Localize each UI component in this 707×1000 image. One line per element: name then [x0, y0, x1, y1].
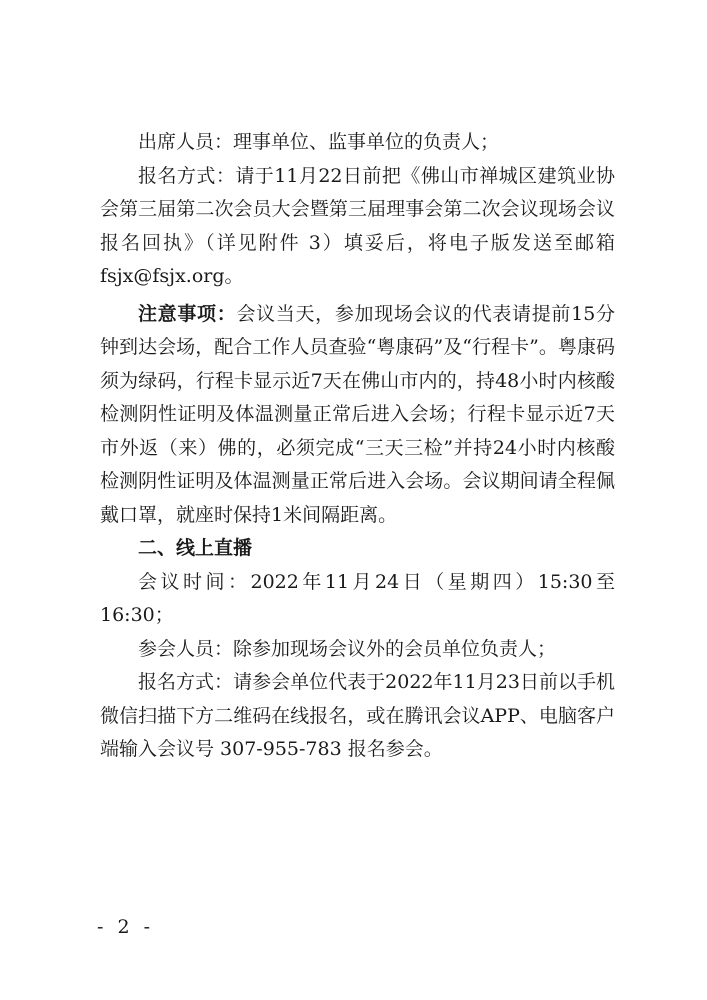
page-number: - 2 -: [97, 916, 155, 938]
section-heading-online: 二、线上直播: [138, 537, 253, 559]
registration-paragraph: 报名方式：请于11月22日前把《佛山市禅城区建筑业协会第三届第二次会员大会暨第三届理事会第二次会议现场会议报名回执》（详见附件 3）填妥后，将电子版发送至邮箱 fsjx@fsjx.org。: [100, 164, 615, 287]
notice-text: 会议当天，参加现场会议的代表请提前15分钟到达会场，配合工作人员查验“粤康码”及“行程卡”。粤康码须为绿码，行程卡显示近7天在佛山市内的，持48小时内核酸检测阴性证明及体温测量正常后进入会场；行程卡显示近7天市外返（来）佛的，必须完成“三天三检”并持24小时内核酸检测阴性证明及体温测量正常后进入会场。会议期间请全程佩戴口罩，就座时保持1米间隔距离。: [100, 302, 615, 526]
attendees-paragraph: 出席人员：理事单位、监事单位的负责人；: [138, 131, 500, 153]
notice-label: 注意事项：: [138, 302, 237, 325]
online-attendees-paragraph: 参会人员：除参加现场会议外的会员单位负责人；: [138, 637, 557, 660]
online-registration-paragraph: 报名方式：请参会单位代表于2022年11月23日前以手机微信扫描下方二维码在线报名，或在腾讯会议APP、电脑客户端输入会议号 307-955-783 报名参会。: [100, 671, 615, 760]
document-body: [100, 126, 615, 767]
notice-paragraph: [100, 298, 615, 533]
meeting-time-paragraph: 会议时间：2022年11月24日（星期四）15:30至16:30；: [100, 570, 615, 626]
